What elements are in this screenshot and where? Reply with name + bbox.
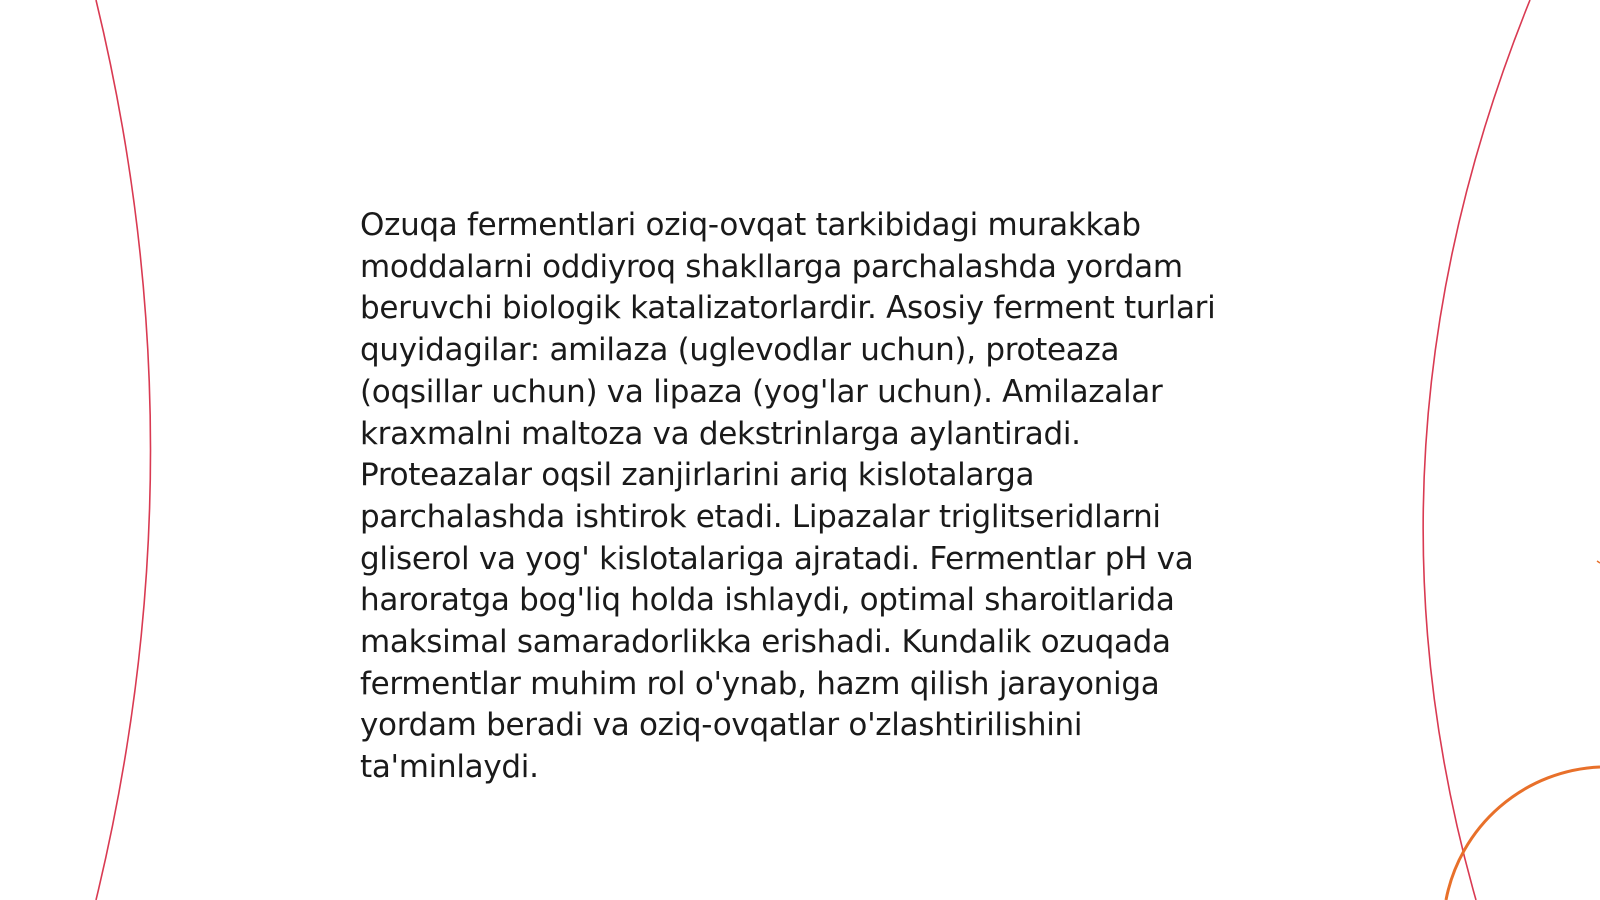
right-arc-line bbox=[1423, 0, 1530, 900]
slide-body-text: Ozuqa fermentlari oziq-ovqat tarkibidagi murakkab moddalarni oddiyroq shakllarga parchalashda yordam beruvchi biologik katalizatorlardir. Asosiy ferment turlari quyidagilar: amilaza (uglevodlar uchun), proteaza (oqsillar uchun) va lipaza (yog'lar uchun). Amilazalar kraxmalni maltoza va dekstrinlarga aylantiradi. Proteazalar oqsil zanjirlarini ariq kislotalarga parchalashda ishtirok etadi. Lipazalar triglitseridlarni gliserol va yog' kislotalariga ajratadi. Fermentlar pH va haroratga bog'liq holda ishlaydi, optimal sharoitlarida maksimal samaradorlikka erishadi. Kundalik ozuqada fermentlar muhim rol o'ynab, hazm qilish jarayoniga yordam beradi va oziq-ovqatlar o'zlashtirilishini ta'minlaydi. bbox=[360, 207, 1216, 786]
orange-circle-arc bbox=[1446, 767, 1600, 900]
left-arc-line bbox=[96, 0, 151, 900]
